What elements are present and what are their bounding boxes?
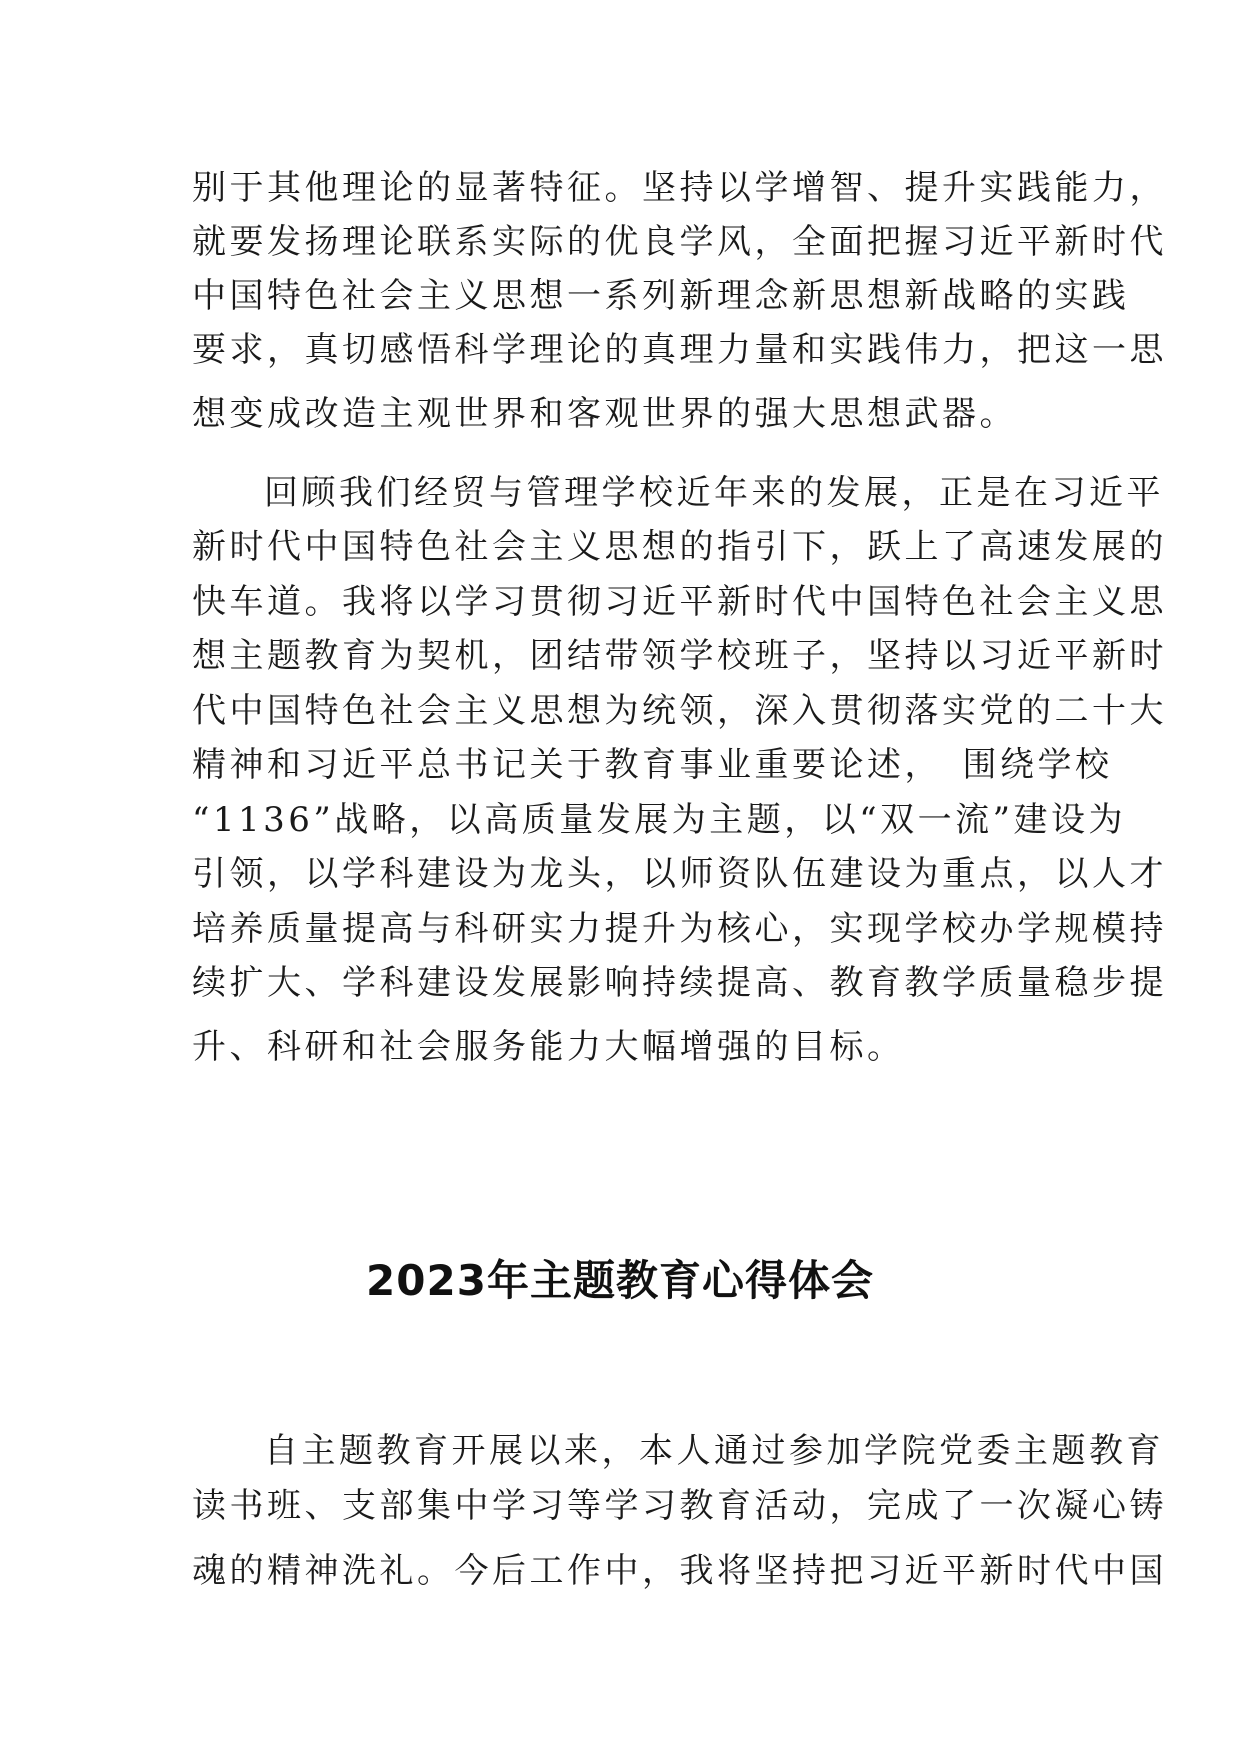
paragraph-line: 培养质量提高与科研实力提升为核心，实现学校办学规模持	[192, 909, 1167, 949]
paragraph-line: 中国特色社会主义思想一系列新理念新思想新战略的实践	[192, 276, 1130, 316]
paragraph-line: 代中国特色社会主义思想为统领，深入贯彻落实党的二十大	[192, 691, 1167, 731]
section-title: 2023年主题教育心得体会	[366, 1256, 874, 1305]
paragraph-line: 新时代中国特色社会主义思想的指引下，跃上了高速发展的	[192, 527, 1167, 567]
paragraph-line: “1136”战略，以高质量发展为主题，以“双一流”建设为	[192, 800, 1127, 840]
paragraph-line: 续扩大、学科建设发展影响持续提高、教育教学质量稳步提	[192, 963, 1167, 1003]
paragraph-line: 自主题教育开展以来，本人通过参加学院党委主题教育	[264, 1431, 1164, 1471]
paragraph-line: 就要发扬理论联系实际的优良学风，全面把握习近平新时代	[192, 222, 1167, 262]
paragraph-line: 升、科研和社会服务能力大幅增强的目标。	[192, 1027, 905, 1067]
paragraph-line: 精神和习近平总书记关于教育事业重要论述， 围绕学校	[192, 745, 1113, 785]
paragraph-line: 快车道。我将以学习贯彻习近平新时代中国特色社会主义思	[192, 582, 1167, 622]
paragraph-line: 引领，以学科建设为龙头，以师资队伍建设为重点，以人才	[192, 854, 1167, 894]
paragraph-line: 魂的精神洗礼。今后工作中，我将坚持把习近平新时代中国	[192, 1551, 1167, 1591]
paragraph-line: 读书班、支部集中学习等学习教育活动，完成了一次凝心铸	[192, 1486, 1167, 1526]
paragraph-line: 别于其他理论的显著特征。坚持以学增智、提升实践能力，	[192, 168, 1167, 208]
paragraph-line: 想变成改造主观世界和客观世界的强大思想武器。	[192, 394, 1017, 434]
paragraph-line: 回顾我们经贸与管理学校近年来的发展，正是在习近平	[264, 473, 1164, 513]
paragraph-line: 要求，真切感悟科学理论的真理力量和实践伟力，把这一思	[192, 330, 1167, 370]
paragraph-line: 想主题教育为契机，团结带领学校班子，坚持以习近平新时	[192, 636, 1167, 676]
